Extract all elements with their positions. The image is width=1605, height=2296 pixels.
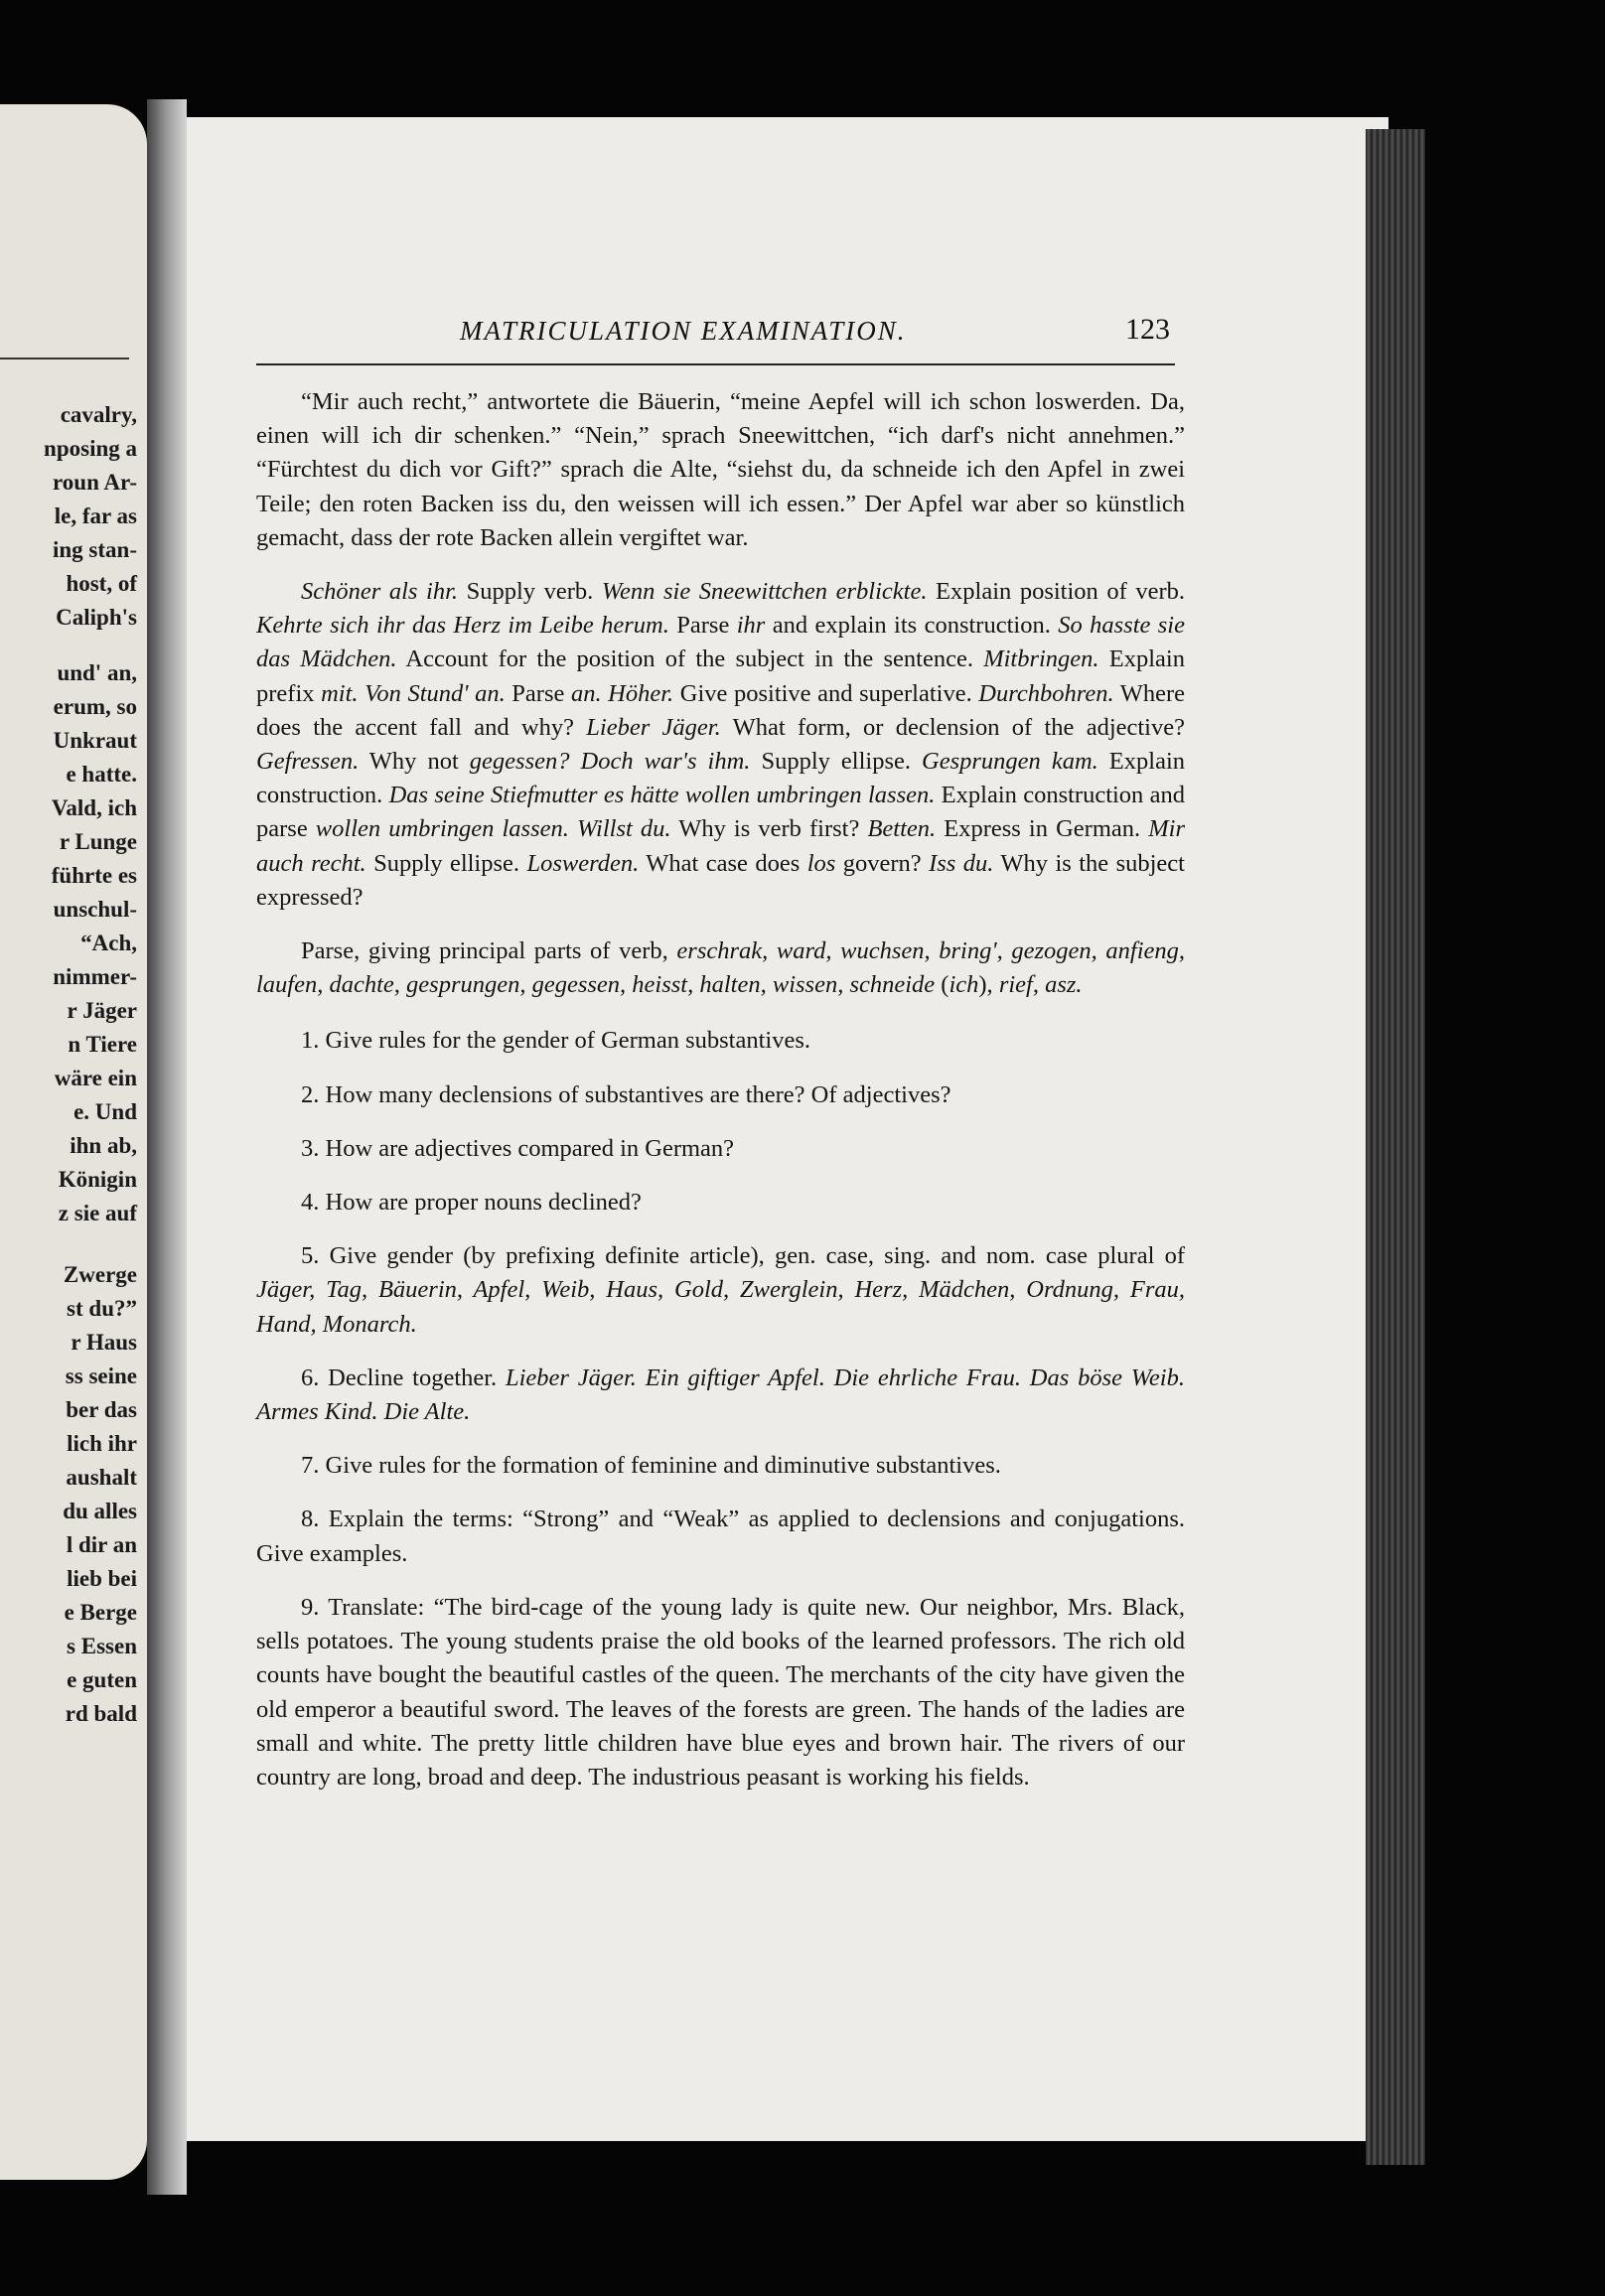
left-page-line: r Lunge [59, 829, 137, 854]
left-page-line: st du?” [67, 1296, 137, 1321]
text-run: 5. Give gender (by prefixing definite article), gen. case, sing. and nom. case plural of [301, 1242, 1185, 1270]
left-page-line: r Jäger [67, 998, 137, 1023]
page-body [256, 385, 1185, 1794]
italic-term: Loswerden. [526, 849, 640, 877]
text-run: 8. Explain the terms: “Strong” and “Weak” as applied to declensions and conjugations. Give examples. [256, 1506, 1185, 1567]
italic-term: So hasste sie das Mädchen. [256, 612, 1185, 673]
book-gutter [147, 99, 187, 2195]
text-run: Supply verb. [458, 578, 602, 606]
left-page-line: “Ach, [80, 931, 137, 955]
text-run: Supply ellipse. [365, 849, 527, 877]
text-run: Supply ellipse. [750, 748, 923, 776]
italic-term: Gefressen. [256, 748, 360, 776]
italic-term: rief, asz. [998, 971, 1083, 999]
page-edges [1366, 129, 1425, 2165]
left-page-line: ihn ab, [70, 1133, 137, 1158]
italic-term: Durchbohren. [978, 679, 1114, 707]
left-page-line: erum, so [53, 694, 137, 719]
left-page-line: n Tiere [68, 1032, 137, 1057]
italic-term: an. [570, 679, 602, 707]
text-run: 1. Give rules for the gender of German substantives. [301, 1027, 810, 1055]
question-1 [256, 1024, 1185, 1058]
text-run: 9. Translate: “The bird-cage of the young lady is quite new. Our neighbor, Mrs. Black, sells potatoes. The young students praise the old books of the learned professors. The rich old counts have bought the beautiful castles of the queen. The merchants of the city have given the old emperor a beautiful sword. The leaves of the forests are green. The hands of the ladies are small and white. The pretty little children have blue eyes and brown hair. The rivers of our country are long, broad and deep. The industrious peasant is working his fields. [256, 1593, 1185, 1791]
left-page-line: e Berge [64, 1600, 137, 1625]
question-9 [256, 1591, 1185, 1794]
italic-term: Lieber Jäger. Ein giftiger Apfel. Die ehrliche Frau. Das böse Weib. Armes Kind. Die Alte. [256, 1363, 1185, 1426]
text-run: govern? [835, 849, 930, 877]
italic-term: Schöner als ihr. [301, 578, 459, 606]
question-7 [256, 1449, 1185, 1483]
italic-term: ich [948, 971, 979, 999]
german-passage: “Mir auch recht,” antwortete die Bäuerin, “meine Aepfel will ich schon loswerden. Da, einen will ich dir schenken.” “Nein,” sprach Sneewittchen, “ich darf's nicht annehmen.” “Fürchtest du dich vor Gift?” sprach die Alte, “siehst du, da schneide ich den Apfel in zwei Teile; den roten Backen iss du, den weissen will ich essen.” Der Apfel war aber so künstlich gemacht, dass der rote Backen allein vergiftet war. [256, 388, 1185, 551]
text-run: ), [978, 971, 999, 999]
left-page-line: nimmer- [53, 964, 137, 989]
left-page-line: cavalry, [60, 402, 137, 427]
left-page-line: Caliph's [56, 605, 137, 630]
text-run: Parse [668, 612, 737, 640]
italic-term: Jäger, Tag, Bäuerin, Apfel, Weib, Haus, Gold, Zwerglein, Herz, Mädchen, Ordnung, Frau, Hand, Monarch. [256, 1276, 1185, 1338]
text-run: Express in German. [936, 815, 1149, 843]
left-page-line: l dir an [66, 1532, 137, 1557]
text-run: Why is the subject expressed? [256, 849, 1185, 911]
left-page-line: Vald, ich [51, 795, 137, 820]
italic-term: Von Stund' an. [365, 679, 506, 707]
left-page-line: roun Ar- [53, 470, 137, 495]
question-2 [256, 1078, 1185, 1112]
left-page-line: z sie auf [58, 1201, 137, 1225]
italic-term: Kehrte sich ihr das Herz im Leibe herum. [256, 612, 669, 640]
grammar-notes [256, 575, 1185, 915]
text-run: Why is verb first? [670, 815, 868, 843]
italic-term: erschrak, ward, wuchsen, bring', gezogen, anfieng, laufen, dachte, gesprungen, gegessen, heisst, halten, wissen, schneide [256, 937, 1186, 999]
italic-term: mit. [321, 679, 359, 707]
text-run: What form, or declension of the adjective? [720, 713, 1185, 741]
left-page-line: e guten [67, 1667, 137, 1692]
left-page-line: lich ihr [67, 1431, 137, 1456]
left-page-line: e hatte. [66, 762, 137, 787]
parse-instruction [256, 934, 1185, 1002]
italic-term: Doch war's ihm. [580, 748, 751, 776]
left-page-line: e. Und [73, 1099, 137, 1124]
question-6 [256, 1362, 1185, 1429]
header-rule [256, 363, 1175, 365]
question-list [256, 1024, 1185, 1794]
italic-term: los [806, 849, 836, 877]
left-page-line: nposing a [44, 436, 137, 461]
left-page-line: wäre ein [54, 1066, 137, 1090]
left-page-line: Zwerge [63, 1262, 137, 1287]
italic-term: gegessen? [469, 748, 570, 776]
italic-term: Lieber Jäger. [586, 713, 721, 741]
left-page-line: unschul- [53, 897, 137, 922]
italic-term: Iss du. [929, 849, 994, 877]
left-page-line: host, of [66, 571, 137, 596]
question-5 [256, 1239, 1185, 1342]
left-page-line: ing stan- [53, 537, 137, 562]
italic-term: Das seine Stiefmutter es hätte wollen umbringen lassen. [388, 782, 936, 809]
italic-term: Höher. [608, 679, 674, 707]
text-run: Explain position of verb. [927, 578, 1186, 606]
text-run: and explain its construction. [765, 612, 1059, 640]
text-run: ( [935, 971, 949, 999]
italic-term: Mir auch recht. [256, 815, 1185, 877]
left-page-line: r Haus [71, 1330, 137, 1355]
italic-term: ihr [736, 612, 766, 640]
left-page [0, 104, 147, 2180]
text-run: 3. How are adjectives compared in German? [301, 1134, 735, 1162]
italic-term: Gesprungen kam. [922, 748, 1098, 776]
text-run: Why not [359, 748, 470, 776]
left-page-line: s Essen [67, 1634, 137, 1658]
text-run: 4. How are proper nouns declined? [301, 1189, 642, 1217]
text-run: 7. Give rules for the formation of feminine and diminutive substantives. [301, 1452, 1001, 1480]
text-run [569, 815, 577, 842]
text-run: What case does [639, 849, 807, 877]
running-title: MATRICULATION EXAMINATION. [460, 316, 907, 346]
left-page-line: ber das [66, 1397, 137, 1422]
page-number: 123 [1125, 313, 1170, 346]
left-page-line: le, far as [54, 503, 137, 528]
text-run: Explain construction and parse [256, 782, 1185, 843]
left-page-line: Unkraut [53, 728, 137, 753]
italic-term: wollen umbringen lassen. [315, 815, 569, 843]
question-3 [256, 1132, 1185, 1166]
text-run: 2. How many declensions of substantives are there? Of adjectives? [301, 1080, 951, 1108]
italic-term: Mitbringen. [983, 646, 1099, 673]
text-run: Explain prefix [256, 646, 1185, 707]
text-run: Parse [505, 679, 571, 707]
text-run: Parse, giving principal parts of verb, [301, 937, 677, 965]
left-page-line: ss seine [65, 1363, 137, 1388]
left-page-line: Königin [58, 1167, 137, 1192]
left-page-line: du alles [63, 1499, 137, 1523]
italic-term: Willst du. [576, 815, 671, 843]
text-run: Account for the position of the subject in the sentence. [396, 646, 984, 673]
text-run: Where does the accent fall and why? [256, 679, 1186, 741]
question-8 [256, 1503, 1185, 1570]
text-run: Explain construction. [256, 748, 1185, 809]
left-page-line: und' an, [57, 660, 137, 685]
text-run: Give positive and superlative. [673, 679, 979, 707]
question-4 [256, 1186, 1185, 1220]
left-page-rule [0, 358, 129, 359]
left-page-line: rd bald [65, 1701, 137, 1726]
left-page-line: führte es [51, 863, 137, 888]
left-page-line: lieb bei [67, 1566, 137, 1591]
italic-term: Wenn sie Sneewittchen erblickte. [601, 578, 928, 606]
text-run: 6. Decline together. [301, 1363, 506, 1391]
text-run [569, 748, 580, 775]
left-page-line: aushalt [66, 1465, 137, 1490]
italic-term: Betten. [867, 815, 937, 843]
